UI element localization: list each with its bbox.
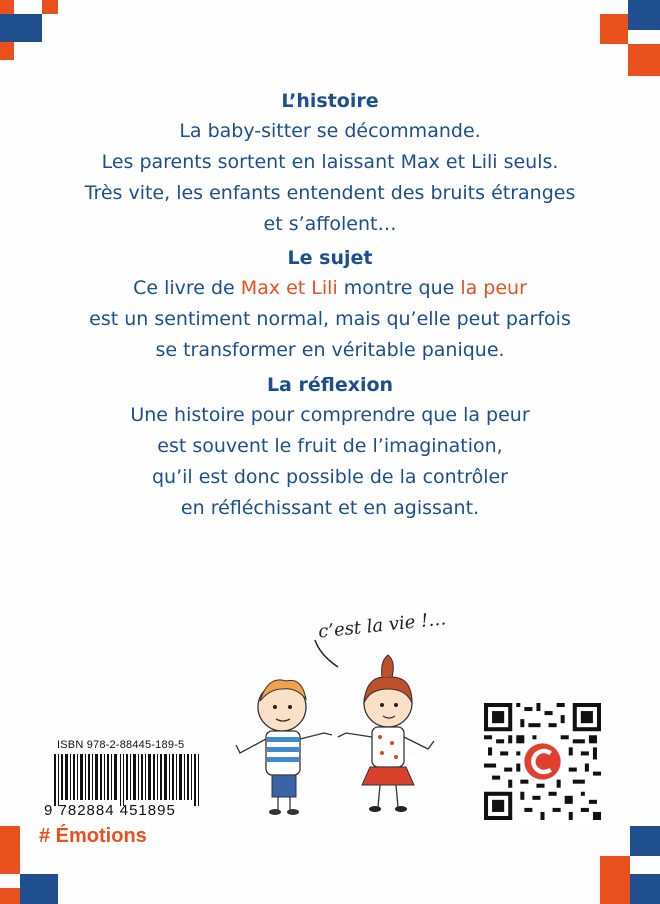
text-run: montre que: [337, 277, 461, 299]
section-histoire: [0, 86, 660, 240]
section-line: Une histoire pour comprendre que la peur: [130, 404, 530, 426]
section-line: La baby-sitter se décommande.: [179, 120, 481, 142]
corner-decoration-bottom-right: [600, 826, 660, 904]
qr-code: [484, 703, 601, 820]
section-line: Très vite, les enfants entendent des bruits étranges: [84, 182, 576, 204]
highlight-max-et-lili: Max et Lili: [240, 277, 338, 299]
section-line: est souvent le fruit de l’imagination,: [157, 435, 503, 457]
corner-decoration-top-left: [0, 0, 60, 60]
section-line: [0, 273, 660, 304]
section-sujet: [0, 243, 660, 366]
corner-decoration-top-right: [600, 0, 660, 60]
section-reflexion: [0, 370, 660, 524]
emotions-tag: # Émotions: [39, 825, 147, 847]
section-line: est un sentiment normal, mais qu’elle peut parfois: [89, 308, 571, 330]
barcode-number: 9 782884 451895: [44, 802, 176, 819]
section-heading: Le sujet: [287, 247, 373, 269]
section-line: et s’affolent…: [263, 213, 397, 235]
highlight-la-peur: la peur: [460, 277, 527, 299]
section-line: en réfléchissant et en agissant.: [180, 497, 480, 519]
text-run: Ce livre de: [133, 277, 241, 299]
section-line: qu’il est donc possible de la contrôler: [152, 466, 508, 488]
section-line: Les parents sortent en laissant Max et Lili seuls.: [101, 151, 559, 173]
section-line: se transformer en véritable panique.: [155, 339, 505, 361]
section-heading: La réflexion: [266, 374, 394, 396]
speech-bubble-text: c’est la vie !…: [317, 608, 448, 643]
section-heading: L’histoire: [281, 90, 379, 112]
barcode: [54, 754, 202, 806]
isbn-label: ISBN 978-2-88445-189-5: [57, 739, 185, 751]
